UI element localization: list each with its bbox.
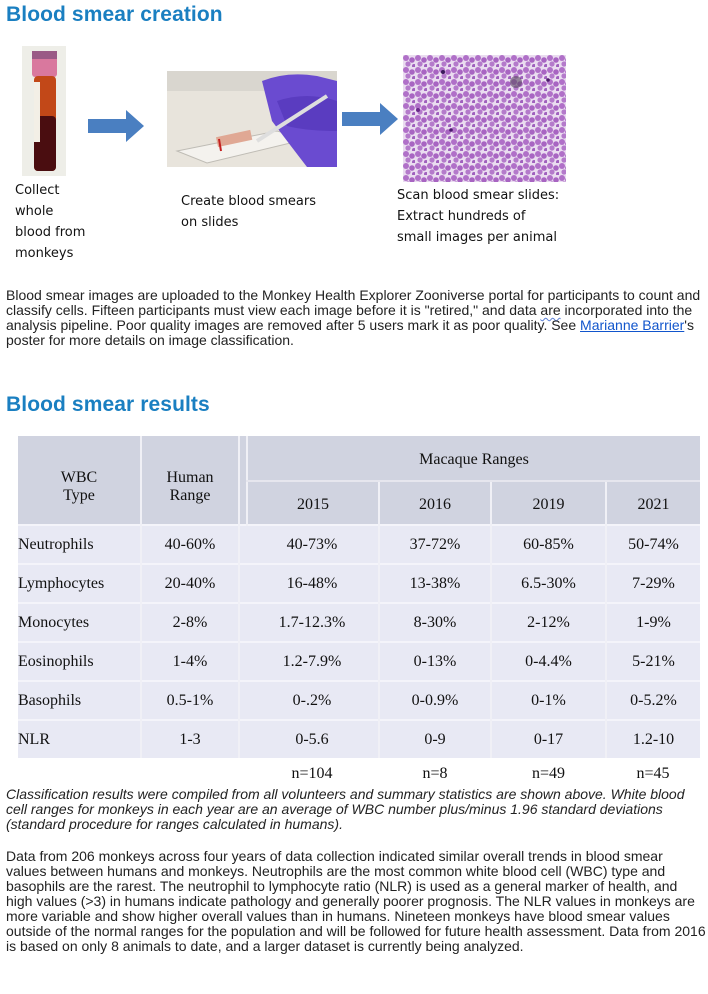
- arrow-right-icon: [88, 110, 144, 142]
- header-wbc-type: WBC Type: [18, 436, 141, 525]
- header-year-2016: 2016: [379, 481, 491, 525]
- n-2021: n=45: [606, 758, 700, 790]
- step2-label: Create blood smears on slides: [181, 194, 317, 230]
- table-row: Neutrophils 40-60% 40-73% 37-72% 60-85% 50-74%: [18, 525, 700, 564]
- step3-label: Scan blood smear slides: Extract hundreds of small images per animal: [397, 188, 560, 245]
- table-caption: Classification results were compiled from all volunteers and summary statistics are shown above. White blood cell ranges for monkeys in each year are an average of WBC number plus/minus 1.96 standard deviations (standard procedure for ranges calculated in humans).: [6, 786, 685, 832]
- slide-smear-photo: [167, 71, 337, 167]
- arrow-right-icon: [342, 103, 398, 135]
- spellcheck-word: are: [540, 302, 561, 318]
- header-human-range: Human Range: [141, 436, 239, 525]
- n-2016: n=8: [379, 758, 491, 790]
- table-row: Eosinophils 1-4% 1.2-7.9% 0-13% 0-4.4% 5-21%: [18, 642, 700, 681]
- wbc-range-table: [18, 436, 700, 790]
- intro-paragraph: Blood smear images are uploaded to the Monkey Health Explorer Zooniverse portal for participants to count and classify cells. Fifteen participants must view each image before it is "retired," and data are incorporated into the analysis pipeline. Poor quality images are removed after 5 users mark it as poor quality. See Marianne Barrier's poster for more details on image classification.: [6, 287, 701, 348]
- section-title-results: Blood smear results: [6, 393, 210, 416]
- microscope-smear-image: [403, 55, 566, 182]
- table-row: NLR 1-3 0-5.6 0-9 0-17 1.2-10: [18, 720, 700, 758]
- step1-label: Collect whole blood from monkeys: [15, 183, 86, 261]
- header-macaque-ranges: Macaque Ranges: [247, 436, 700, 481]
- header-year-2021: 2021: [606, 481, 700, 525]
- header-year-2015: 2015: [247, 481, 379, 525]
- table-row: Monocytes 2-8% 1.7-12.3% 8-30% 2-12% 1-9%: [18, 603, 700, 642]
- table-row: Lymphocytes 20-40% 16-48% 13-38% 6.5-30% 7-29%: [18, 564, 700, 603]
- n-2015: n=104: [239, 758, 379, 790]
- marianne-barrier-link[interactable]: Marianne Barrier: [580, 317, 685, 333]
- section-title-creation: Blood smear creation: [6, 3, 223, 26]
- n-2019: n=49: [491, 758, 606, 790]
- blood-tube-photo: [22, 46, 66, 176]
- summary-paragraph: Data from 206 monkeys across four years of data collection indicated similar overall trends in blood smear values between humans and monkeys. Neutrophils are the most common white blood cell (WBC) type and basophils are the rarest. The neutrophil to lymphocyte ratio (NLR) is used as a general marker of health, and high values (>3) in humans indicate pathology and generally poorer prognosis. The NLR values in monkeys are more variable and show higher overall values than in humans. Nineteen monkeys have blood smear values outside of the normal ranges for the population and will be followed for future health assessment. Data from 2016 is based on only 8 animals to date, and a larger dataset is currently being analyzed.: [6, 848, 706, 954]
- header-year-2019: 2019: [491, 481, 606, 525]
- table-row: Basophils 0.5-1% 0-.2% 0-0.9% 0-1% 0-5.2%: [18, 681, 700, 720]
